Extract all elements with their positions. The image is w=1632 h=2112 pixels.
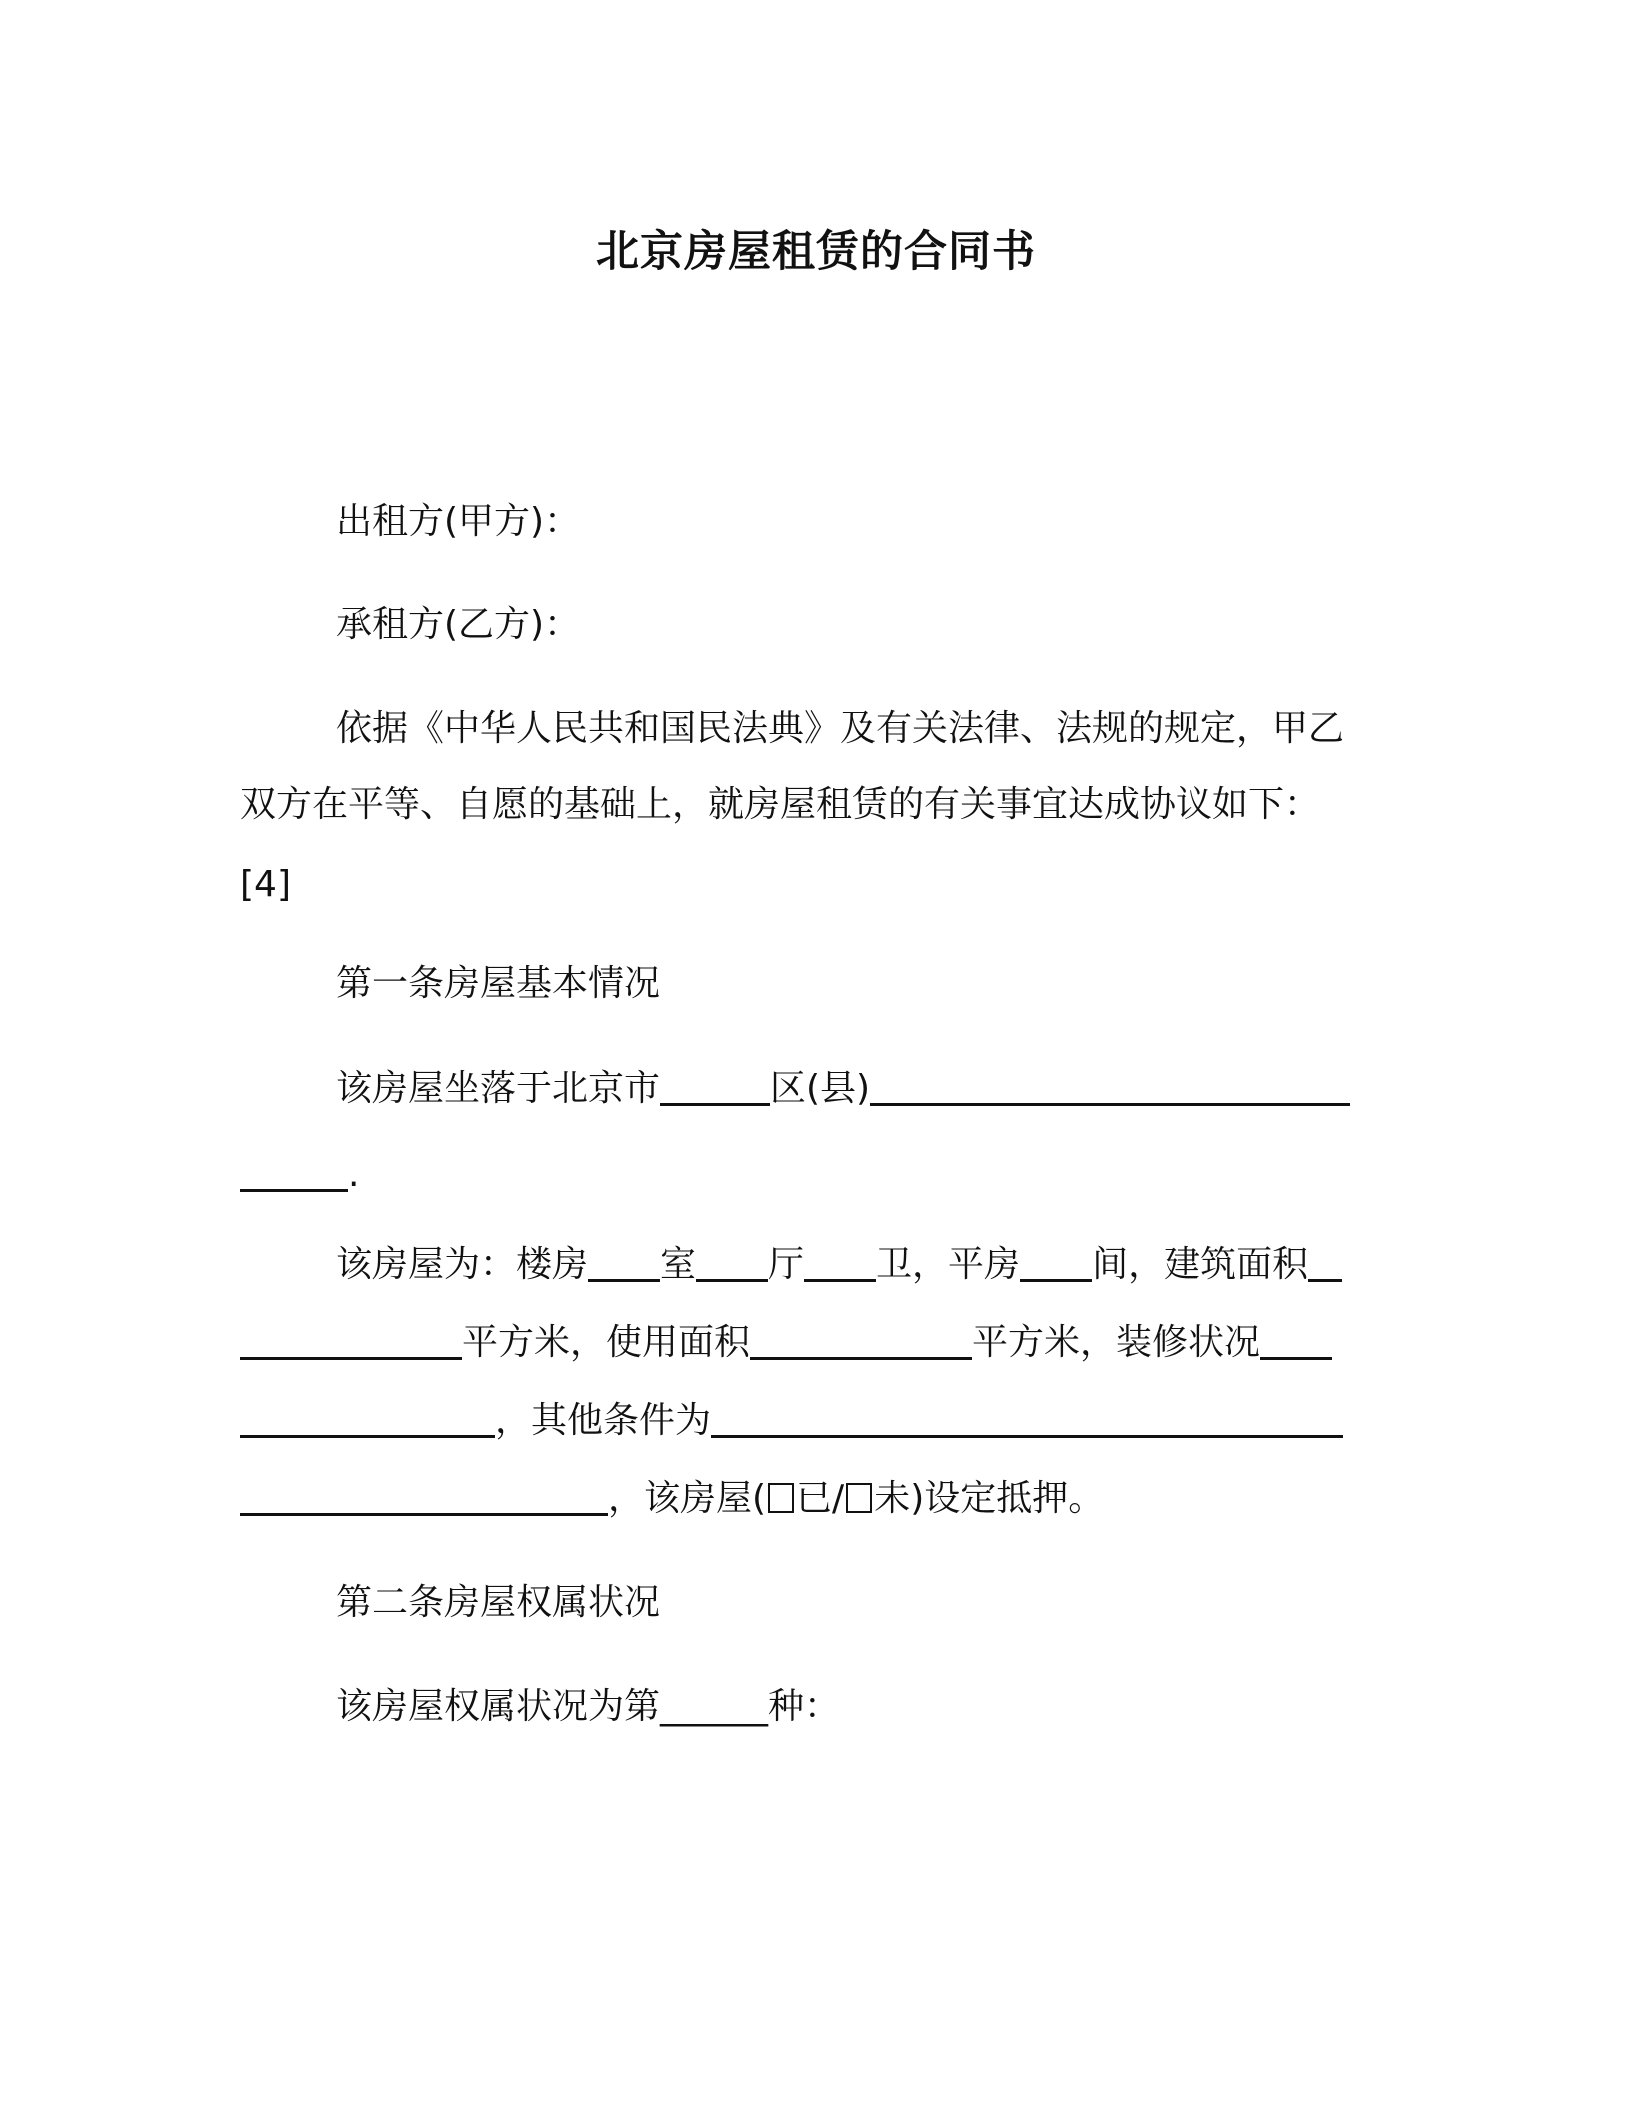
location-line: [336, 1064, 1400, 1114]
conditions-line: [240, 1396, 1400, 1446]
article-2-heading: [336, 1578, 1400, 1628]
document-title: 北京房屋租赁的合同书: [596, 227, 1036, 277]
layout-prefix: 该房屋为：楼房: [336, 1244, 589, 1285]
rooms-blank[interactable]: [588, 1243, 660, 1282]
area-line: [240, 1318, 1400, 1368]
layout-line: [336, 1240, 1400, 1290]
mortgage-yes-label: 已/: [796, 1478, 845, 1519]
preamble-text-2: 双方在平等、自愿的基础上，就房屋租赁的有关事宜达成协议如下：: [240, 784, 1321, 825]
layout-hall-label: 厅: [768, 1244, 805, 1285]
mortgage-prefix: ，该房屋(: [608, 1478, 767, 1519]
lessee-label: 承租方(乙方)：: [336, 604, 581, 645]
address-blank-cont[interactable]: [240, 1153, 348, 1192]
ownership-line: [336, 1682, 1400, 1732]
layout-room-label: 室: [660, 1244, 697, 1285]
area-unit-1: 平方米，使用面积: [462, 1322, 751, 1363]
other-conditions-label: ，其他条件为: [495, 1400, 712, 1441]
single-rooms-blank[interactable]: [1020, 1243, 1092, 1282]
ownership-prefix: 该房屋权属状况为第: [336, 1686, 661, 1727]
preamble-line-1: [336, 704, 1400, 754]
district-blank[interactable]: [660, 1067, 770, 1106]
preamble-reference: [240, 860, 1400, 910]
location-line-cont: [240, 1150, 1400, 1200]
layout-bath-label: 卫，平房: [876, 1244, 1021, 1285]
address-blank[interactable]: [870, 1067, 1350, 1106]
mortgage-no-checkbox[interactable]: [846, 1483, 872, 1513]
other-conditions-blank-cont[interactable]: [240, 1477, 608, 1516]
ownership-blank[interactable]: ______: [660, 1686, 769, 1727]
article-1-heading: [336, 959, 1400, 1009]
preamble-line-2: [240, 780, 1400, 830]
mortgage-no-label: 未)设定抵押。: [874, 1478, 1105, 1519]
article-2-title: 第二条房屋权属状况: [336, 1582, 661, 1623]
reference-marker: [4]: [240, 864, 291, 905]
preamble-text-1: 依据《中华人民共和国民法典》及有关法律、法规的规定，甲乙: [336, 708, 1345, 749]
decoration-blank[interactable]: [1260, 1321, 1332, 1360]
building-area-blank-cont[interactable]: [240, 1321, 462, 1360]
usable-area-blank[interactable]: [750, 1321, 972, 1360]
location-district-label: 区(县): [770, 1068, 871, 1109]
halls-blank[interactable]: [696, 1243, 768, 1282]
article-1-title: 第一条房屋基本情况: [336, 963, 661, 1004]
baths-blank[interactable]: [804, 1243, 876, 1282]
lessee-line: [336, 600, 1400, 650]
lessor-line: [336, 497, 1400, 547]
decoration-blank-cont[interactable]: [240, 1399, 495, 1438]
area-unit-2: 平方米，装修状况: [972, 1322, 1261, 1363]
location-prefix: 该房屋坐落于北京市: [336, 1068, 661, 1109]
other-conditions-blank[interactable]: [711, 1399, 1343, 1438]
lessor-label: 出租方(甲方)：: [336, 501, 581, 542]
building-area-blank[interactable]: [1308, 1243, 1342, 1282]
mortgage-line: [240, 1474, 1400, 1524]
layout-rooms-label: 间，建筑面积: [1092, 1244, 1309, 1285]
ownership-suffix: 种：: [768, 1686, 841, 1727]
location-end: .: [348, 1154, 360, 1195]
mortgage-yes-checkbox[interactable]: [768, 1483, 794, 1513]
